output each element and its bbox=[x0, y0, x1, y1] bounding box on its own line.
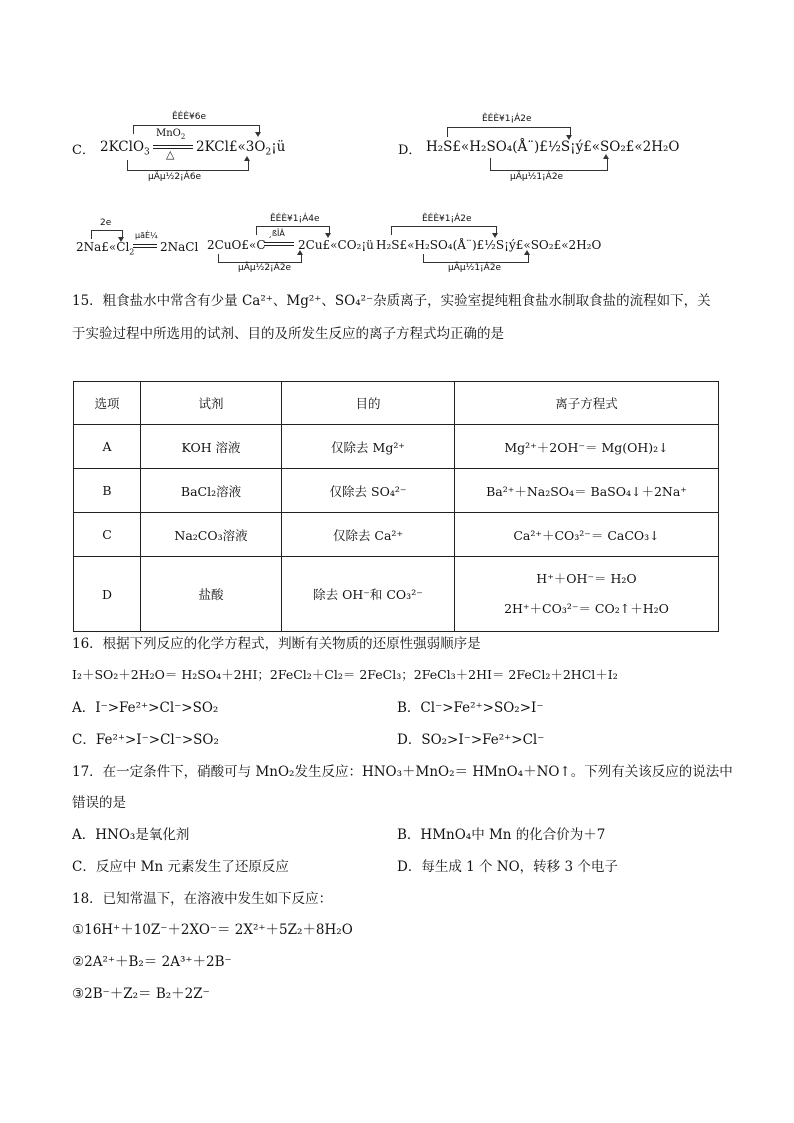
electron-transfer-bracket-top bbox=[391, 226, 497, 235]
choice-d[interactable]: D．SO₂>I⁻>Fe²⁺>Cl⁻ bbox=[397, 732, 545, 748]
reagent-cell: BaCl₂溶液 bbox=[141, 469, 282, 513]
reagent-cell: KOH 溶液 bbox=[141, 425, 282, 469]
purpose-cell: 仅除去 Ca²⁺ bbox=[282, 513, 455, 557]
equation-cell: Ba²⁺＋Na₂SO₄＝ BaSO₄↓＋2Na⁺ bbox=[455, 469, 719, 513]
reduction-annotation: µÃµ½1¡Á2e bbox=[510, 172, 564, 182]
reagent-cell: 盐酸 bbox=[141, 557, 282, 632]
choice-d[interactable]: D．每生成 1 个 NO，转移 3 个电子 bbox=[397, 859, 618, 875]
choice-b[interactable]: B．Cl⁻>Fe²⁺>SO₂>I⁻ bbox=[397, 700, 544, 716]
equals-sign bbox=[264, 242, 294, 246]
electron-transfer-bracket-bottom bbox=[127, 160, 249, 171]
reagent-cell: Na₂CO₃溶液 bbox=[141, 513, 282, 557]
purpose-cell: 仅除去 SO₄²⁻ bbox=[282, 469, 455, 513]
condition-label: ¸ßÎÂ bbox=[268, 229, 285, 238]
arrow-icon bbox=[524, 250, 530, 255]
oxidation-annotation: ÊÉÈ¥1¡Á4e bbox=[270, 214, 320, 224]
electron-transfer-bracket-bottom bbox=[490, 158, 608, 171]
condition-label: µãÈ¼ bbox=[135, 231, 158, 240]
purpose-cell: 仅除去 Mg²⁺ bbox=[282, 425, 455, 469]
arrow-icon bbox=[244, 156, 250, 161]
purpose-cell: 除去 OH⁻和 CO₃²⁻ bbox=[282, 557, 455, 632]
column-header: 试剂 bbox=[141, 382, 282, 425]
reaction-2: ②2A²⁺＋B₂＝ 2A³⁺＋2B⁻ bbox=[72, 954, 232, 970]
options-table bbox=[73, 381, 719, 632]
choice-c[interactable]: C．Fe²⁺>I⁻>Cl⁻>SO₂ bbox=[72, 732, 219, 748]
option-cell: D bbox=[74, 557, 141, 632]
choice-a[interactable]: A．I⁻>Fe²⁺>Cl⁻>SO₂ bbox=[72, 700, 219, 716]
question-17-stem-line2: 错误的是 bbox=[72, 795, 126, 811]
reduction-annotation: µÃµ½2¡Á2e bbox=[238, 263, 292, 273]
question-17-stem-line1: 17．在一定条件下，硝酸可与 MnO₂发生反应：HNO₃＋MnO₂＝ HMnO₄＋NO↑。下列有关该反应的说法中 bbox=[72, 764, 733, 780]
electron-transfer-bracket-top bbox=[447, 127, 571, 137]
option-label: D． bbox=[398, 143, 422, 158]
option-cell: C bbox=[74, 513, 141, 557]
question-15-stem-line1: 15．粗食盐水中常含有少量 Ca²⁺、Mg²⁺、SO₄²⁻杂质离子，实验室提纯粗食盐水制取食盐的流程如下，关 bbox=[72, 293, 711, 309]
equation-cell: Mg²⁺＋2OH⁻＝ Mg(OH)₂↓ bbox=[455, 425, 719, 469]
equation-cell bbox=[455, 557, 719, 632]
option-cell: A bbox=[74, 425, 141, 469]
equation: H₂S£«H₂SO₄(Å¨)£½S¡ý£«SO₂£«2H₂O bbox=[426, 139, 680, 155]
arrow-icon bbox=[297, 250, 303, 255]
reduction-annotation: µÃµ½1¡Á2e bbox=[448, 263, 502, 273]
equation-right: 2Cu£«CO₂¡ü bbox=[298, 238, 374, 252]
question-18-stem: 18．已知常温下，在溶液中发生如下反应： bbox=[72, 891, 333, 907]
oxidation-annotation: ÊÉÈ¥1¡Á2e bbox=[482, 114, 532, 124]
table-row bbox=[74, 469, 719, 513]
table-row bbox=[74, 557, 719, 632]
oxidation-annotation: ÊÉÈ¥6e bbox=[172, 112, 207, 122]
heat-symbol: △ bbox=[166, 148, 175, 161]
reaction-3: ③2B⁻＋Z₂＝ B₂＋2Z⁻ bbox=[72, 986, 210, 1002]
reduction-annotation: µÃµ½2¡Á6e bbox=[148, 172, 202, 182]
equation-line: H⁺＋OH⁻＝ H₂O bbox=[536, 571, 637, 586]
option-cell: B bbox=[74, 469, 141, 513]
equation-right: $2KCl£«3O_2¡ü$ bbox=[196, 139, 286, 158]
equation-right: 2NaCl bbox=[160, 240, 199, 254]
column-header: 目的 bbox=[282, 382, 455, 425]
equation: H₂S£«H₂SO₄(Å¨)£½S¡ý£«SO₂£«2H₂O bbox=[376, 238, 602, 252]
equation-line: 2H⁺＋CO₃²⁻＝ CO₂↑＋H₂O bbox=[504, 601, 669, 616]
reaction-1: ①16H⁺＋10Z⁻＋2XO⁻＝ 2X²⁺＋5Z₂＋8H₂O bbox=[72, 922, 353, 938]
catalyst-label: MnO$_2$ bbox=[156, 128, 186, 141]
table-header-row bbox=[74, 382, 719, 425]
table-row bbox=[74, 425, 719, 469]
column-header: 选项 bbox=[74, 382, 141, 425]
electron-transfer-bracket-top bbox=[133, 125, 260, 134]
choice-b[interactable]: B．HMnO₄中 Mn 的化合价为＋7 bbox=[397, 827, 606, 843]
equation-left: 2KClO$_3$ bbox=[100, 139, 150, 158]
arrow-icon bbox=[603, 154, 609, 159]
equation-left: $2Na£«Cl_2$ bbox=[76, 240, 135, 257]
column-header: 离子方程式 bbox=[455, 382, 719, 425]
question-16-stem: 16．根据下列反应的化学方程式，判断有关物质的还原性强弱顺序是 bbox=[72, 636, 481, 652]
equation-left: 2CuO£«C bbox=[207, 238, 266, 252]
question-16-reactions: I₂＋SO₂＋2H₂O＝ H₂SO₄＋2HI；2FeCl₂＋Cl₂＝ 2FeCl₃；2FeCl₃＋2HI＝ 2FeCl₂＋2HCl＋I₂ bbox=[72, 667, 618, 682]
electron-transfer-bracket-bottom bbox=[423, 254, 529, 263]
choice-c[interactable]: C．反应中 Mn 元素发生了还原反应 bbox=[72, 859, 289, 875]
equation-cell: Ca²⁺＋CO₃²⁻＝ CaCO₃↓ bbox=[455, 513, 719, 557]
electron-transfer-bracket-bottom bbox=[218, 254, 302, 263]
table-row bbox=[74, 513, 719, 557]
oxidation-annotation: ÊÉÈ¥1¡Á2e bbox=[422, 214, 472, 224]
option-label: C． bbox=[72, 143, 95, 158]
electron-count-label: 2e bbox=[100, 218, 112, 228]
question-15-stem-line2: 于实验过程中所选用的试剂、目的及所发生反应的离子方程式均正确的是 bbox=[72, 326, 504, 342]
arrow-icon bbox=[255, 132, 261, 137]
equals-sign bbox=[133, 244, 157, 248]
choice-a[interactable]: A．HNO₃是氧化剂 bbox=[72, 827, 190, 843]
